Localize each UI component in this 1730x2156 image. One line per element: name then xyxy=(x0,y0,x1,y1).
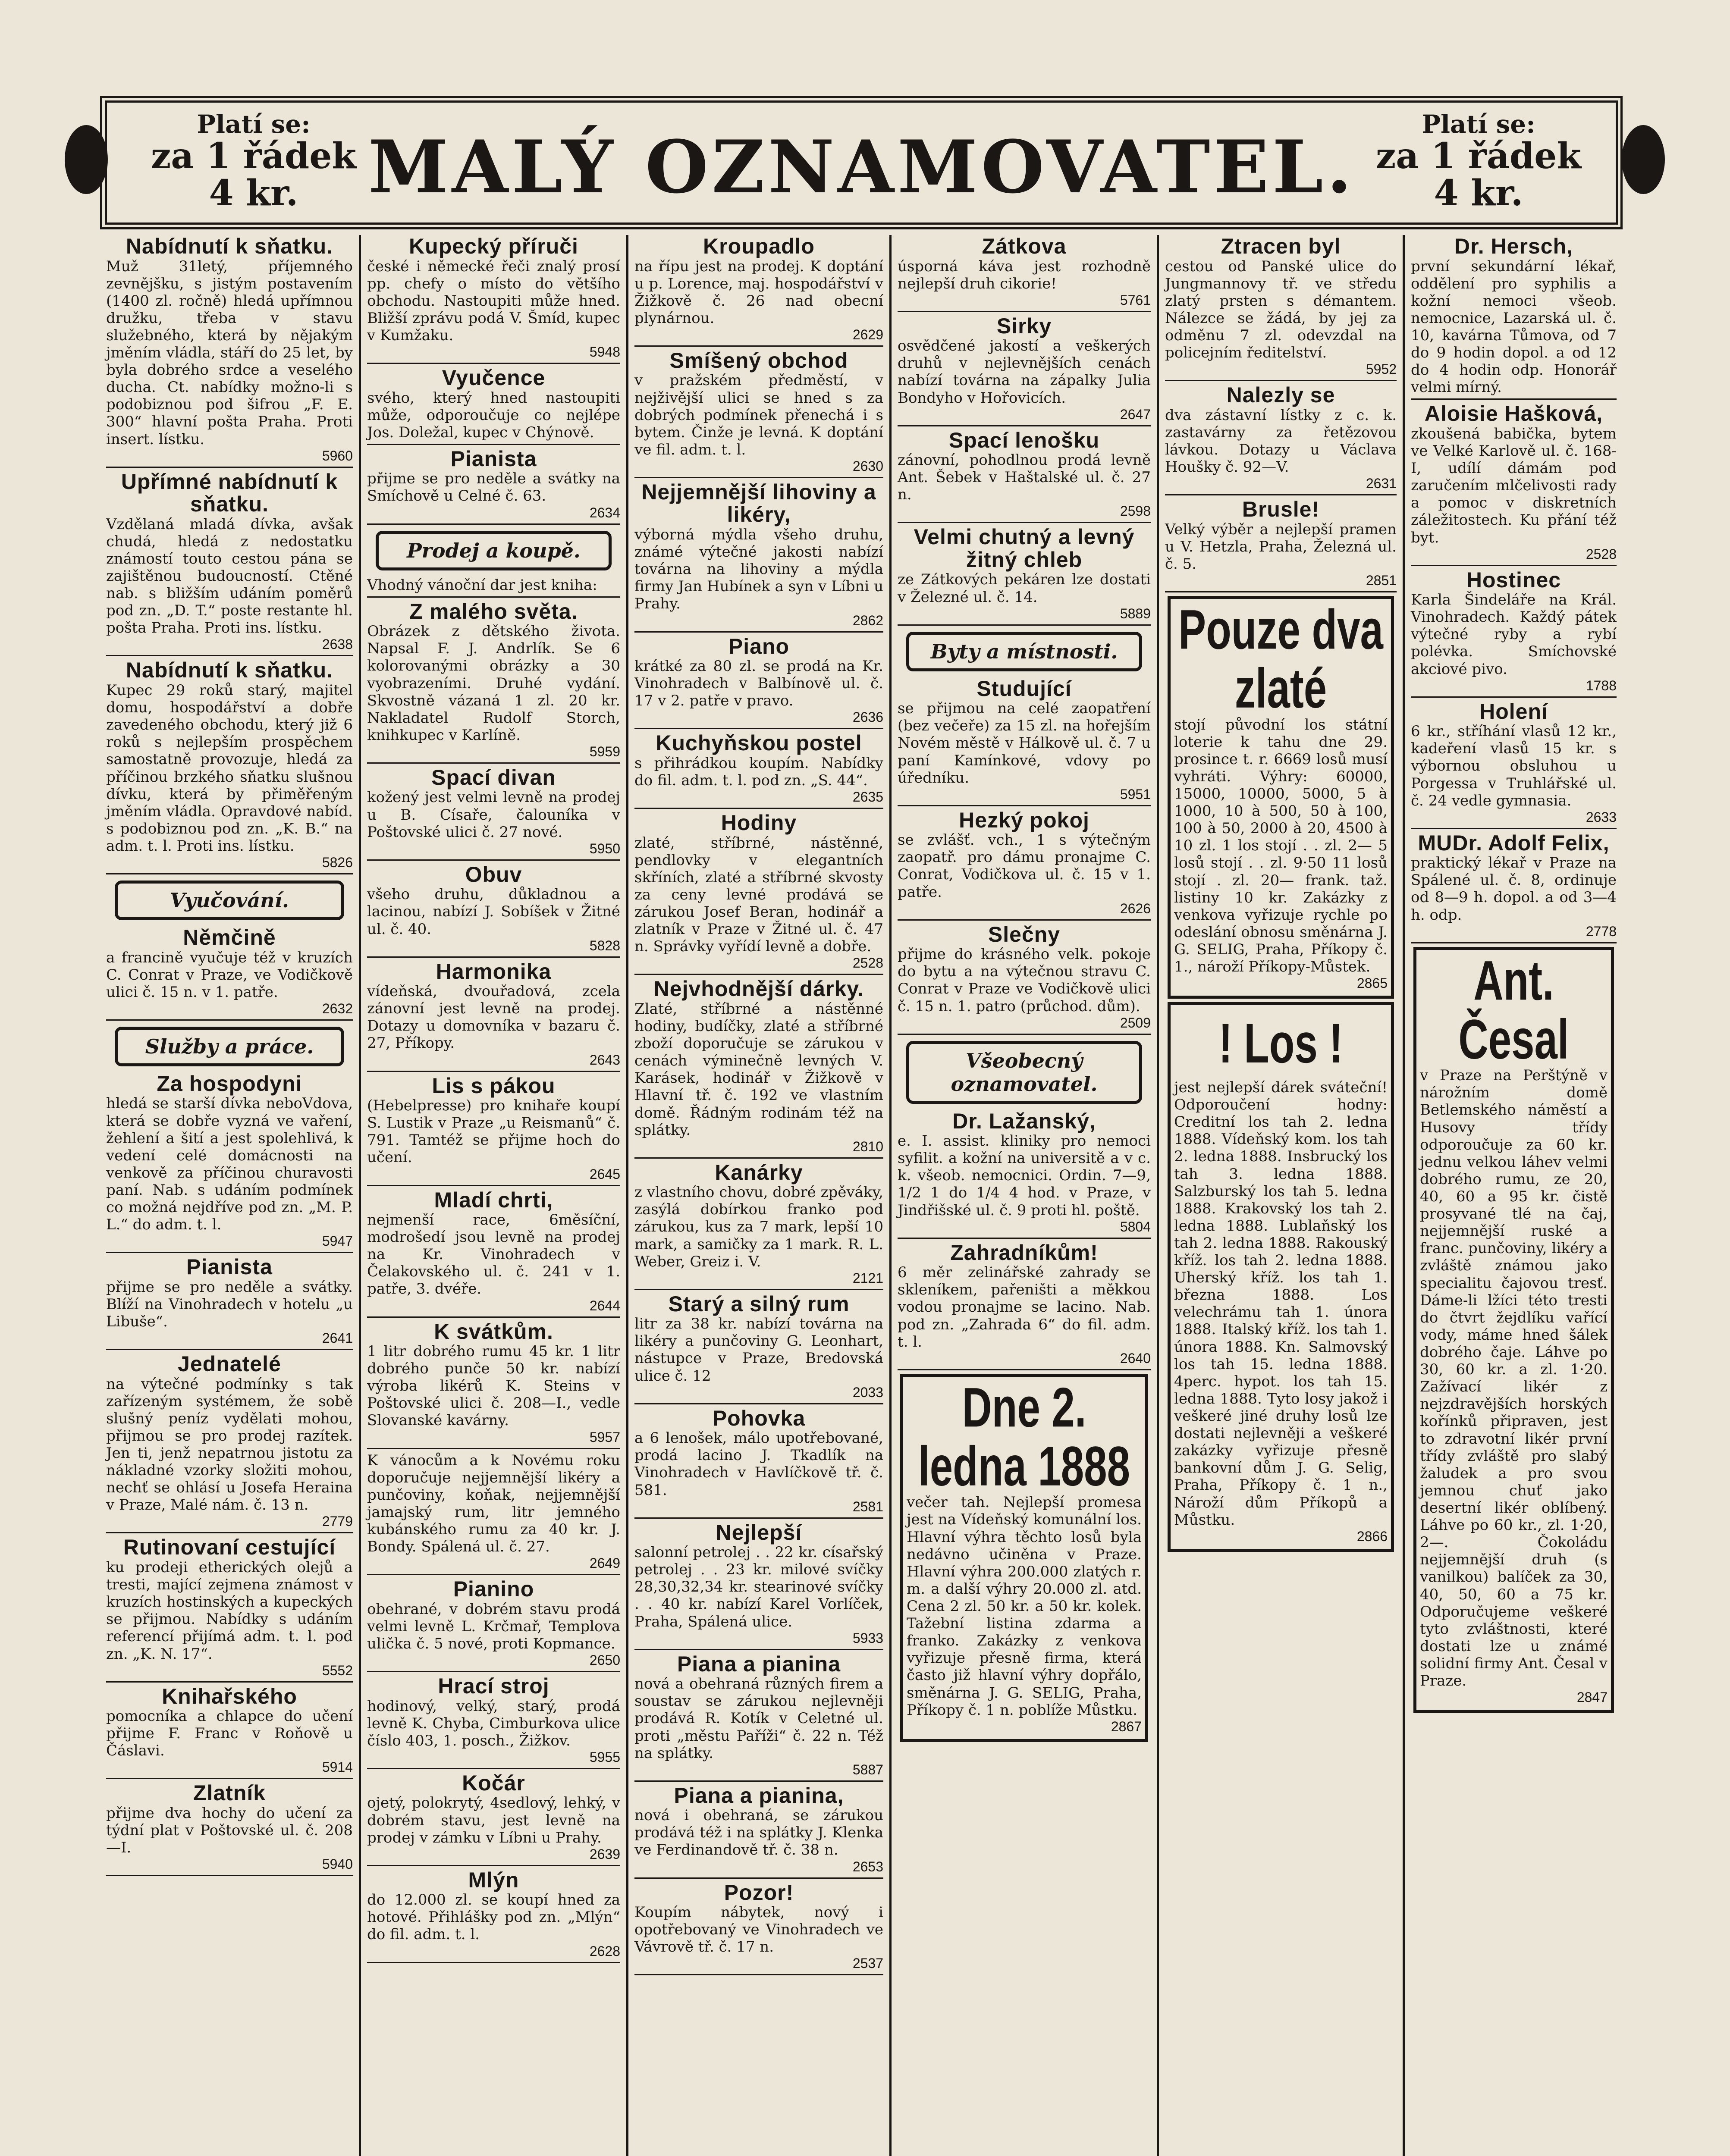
classified-ad xyxy=(1165,235,1397,381)
classified-ad xyxy=(898,315,1151,426)
ad-heading: Dr. Lažanský, xyxy=(952,1109,1096,1133)
ad-number: 5960 xyxy=(322,448,353,464)
classified-ad xyxy=(106,1685,353,1780)
ad-number: 2866 xyxy=(1356,1528,1388,1544)
ad-text: (Hebelpresse) pro knihaře koupí S. Lustik v Praze „u Reismanů“ č. 791. Tamtéž se přijme hoch do učení. xyxy=(367,1097,620,1166)
ad-number: 5887 xyxy=(852,1761,883,1777)
ad-text: s přihrádkou koupím. Nabídky do fil. adm. t. l. pod zn. „S. 44“. xyxy=(634,754,883,789)
ad-heading: Pianista xyxy=(450,446,537,471)
classified-ad xyxy=(367,1075,620,1186)
ad-text: přijme do krásného velk. pokoje do bytu a na výtečnou stravu C. Conrat v Praze ve Vodičkově ulici č. 15 n. 1. patro (průchod. dům). xyxy=(898,946,1151,1015)
ad-text: úsporná káva jest rozhodně nejlepší druh cikorie! xyxy=(898,257,1151,292)
ad-text: Vzdělaná mladá dívka, avšak chudá, hledá z nedostatku známostí touto cestou pána se zajištěnou budoucností. Ctěné nab. s bližším udáním poměrů pod zn. „D. T.“ poste restante hl. pošta Praha. Proti ins. lístku. xyxy=(106,515,353,637)
ad-number: 2528 xyxy=(1586,546,1617,562)
ad-heading: Zátkova xyxy=(982,235,1067,258)
classified-ad xyxy=(898,677,1151,806)
classified-ad xyxy=(898,429,1151,523)
ad-text: hodinový, velký, starý, prodá levně K. Chyba, Cimburkova ulice číslo 403, 1. posch., Žižkov. xyxy=(367,1697,620,1749)
ad-number: 2537 xyxy=(852,1955,883,1971)
ad-heading: Obuv xyxy=(465,862,522,887)
ad-text: nová a obehraná různých firem a soustav se zárukou nejlevněji prodává R. Kotík v Celetné ul. proti „městu Paříži“ č. 22 n. Též na splátky. xyxy=(634,1675,883,1762)
ad-heading: Hrací stroj xyxy=(438,1674,549,1698)
ad-number: 2649 xyxy=(589,1555,620,1571)
ad-number: 2581 xyxy=(852,1498,883,1514)
classified-ad xyxy=(634,635,883,730)
ad-display-headline: ! Los ! xyxy=(1218,1012,1343,1075)
ad-heading: Kočár xyxy=(462,1771,525,1795)
classified-ad xyxy=(634,1293,883,1404)
classified-ad xyxy=(1413,947,1614,1713)
classified-ad xyxy=(367,577,620,598)
classified-ad xyxy=(634,1521,883,1650)
classified-ad xyxy=(367,600,620,764)
ad-heading: Mladí chrti, xyxy=(434,1188,553,1212)
classified-ad xyxy=(106,1536,353,1682)
ad-text: Karla Šindeláře na Král. Vinohradech. Každý pátek výtečné ryby a rybí polévka. Smíchovské akciové pivo. xyxy=(1411,591,1617,678)
classified-ad xyxy=(367,1869,620,1963)
ad-heading: MUDr. Adolf Felix, xyxy=(1418,830,1610,855)
ad-heading: Aloisie Hašková, xyxy=(1424,401,1603,426)
ad-heading: Nabídnutí k sňatku. xyxy=(126,658,333,683)
ad-heading: Smíšený obchod xyxy=(669,348,848,373)
classified-ad xyxy=(106,1072,353,1253)
ad-heading: Holení xyxy=(1479,699,1548,724)
classified-ad xyxy=(106,1782,353,1876)
ad-number: 2635 xyxy=(852,789,883,805)
classified-ad xyxy=(367,766,620,861)
right-price-value: za 1 řádek 4 kr. xyxy=(1375,135,1582,214)
classified-ad xyxy=(106,926,353,1021)
ad-number: 5947 xyxy=(322,1233,353,1249)
ad-heading: Upřímné nabídnutí k sňatku. xyxy=(121,469,338,517)
classified-ad xyxy=(898,235,1151,312)
ad-number: 2810 xyxy=(852,1138,883,1154)
ad-text: všeho druhu, důkladnou a lacinou, nabízí J. Sobíšek v Žitné ul. č. 40. xyxy=(367,886,620,938)
ad-number: 2638 xyxy=(322,636,353,652)
ad-number: 2639 xyxy=(589,1846,620,1862)
ad-text: se zvlášť. vch., 1 s výtečným zaopatř. pro dámu pronajme C. Conrat, Vodičkova ul. č. 15 v 1. patře. xyxy=(898,831,1151,901)
ad-number: 5940 xyxy=(322,1856,353,1872)
ad-number: 2640 xyxy=(1120,1350,1151,1366)
ad-text: krátké za 80 zl. se prodá na Kr. Vinohradech v Balbínově ul. č. 17 v 2. patře v pravo. xyxy=(634,658,883,710)
ad-text: litr za 38 kr. nabízí továrna na likéry a punčoviny G. Leonhart, nástupce v Praze, Bredovská ulice č. 12 xyxy=(634,1315,883,1385)
ad-text: stojí původní los státní loterie k tahu dne 29. prosince t. r. 6669 losů musí vyhráti. Výhry: 60000, 15000, 10000, 5000, 5 à 1000, 10 à 500, 50 à 100, 100 à 50, 2000 à 20, 4500 à 10 zl. 1 los stojí . . zl. 2— 5 losů stojí . . zl. 9·50 11 losů stojí . zl. 20— frank. taž. listiny 10 kr. Zakázky z venkova vyřizuje rychle po odeslání obnosu směnárna J. G. SELIG, Praha, Příkopy č. 1., nároží Příkopy-Můstek. xyxy=(1174,716,1388,976)
ad-heading: Hostinec xyxy=(1466,567,1561,592)
classified-ad xyxy=(367,960,620,1072)
ad-text: Koupím nábytek, nový i opotřebovaný ve Vinohradech ve Vávrově tř. č. 17 n. xyxy=(634,1904,883,1956)
ad-number: 2867 xyxy=(1111,1718,1142,1734)
ad-heading: Knihařského xyxy=(162,1684,297,1708)
classified-ad xyxy=(1168,596,1394,999)
masthead xyxy=(100,96,1623,229)
ad-number: 2779 xyxy=(322,1514,353,1529)
right-price-label: Platí se: xyxy=(1422,110,1535,139)
ad-text: cestou od Panské ulice do Jungmannovy tř. ve středu zlatý prsten s démantem. Nálezce se žádá, by jej za odměnu 7 zl. odevzdal na policejním ředitelství. xyxy=(1165,257,1397,362)
ad-number: 2644 xyxy=(589,1297,620,1313)
ad-number: 2641 xyxy=(322,1330,353,1346)
classified-ad xyxy=(898,526,1151,625)
ad-text: a 6 lenošek, málo upotřebované, prodá lacino J. Tkadlík na Vinohradech v Havlíčkově tř. č. 581. xyxy=(634,1429,883,1499)
ad-number: 2632 xyxy=(322,1000,353,1016)
classified-ad xyxy=(898,923,1151,1035)
ad-text: přijme se pro neděle a svátky. Blíží na Vinohradech v hotelu „u Libuše“. xyxy=(106,1278,353,1330)
ad-heading: Slečny xyxy=(988,922,1061,946)
ad-text: ojetý, polokrytý, 4sedlový, lehký, v dobrém stavu, jest levně na prodej v zámku v Líbni u Prahy. xyxy=(367,1794,620,1846)
classified-ad xyxy=(367,235,620,364)
ad-heading: Spací lenošku xyxy=(948,428,1100,452)
ad-number: 5948 xyxy=(589,344,620,360)
ad-text: e. I. assist. kliniky pro nemoci syfilit. a kožní na universitě a v c. k. všeob. nemocnici. Ordin. 7—9, 1/2 1 do 1/4 4 hod. v Praze, v Jindřišské ul. č. 9 proti hl. poště. xyxy=(898,1132,1151,1219)
section-heading: Byty a místnosti. xyxy=(906,632,1142,671)
ad-number: 5889 xyxy=(1120,605,1151,621)
ad-heading: Piana a pianina xyxy=(677,1651,841,1676)
classified-ad xyxy=(1411,402,1617,566)
ad-text: svého, který hned nastoupiti může, odporoučuje co nejlépe Jos. Doležal, kupec v Chýnově. xyxy=(367,389,620,441)
ad-heading: Z malého světa. xyxy=(409,599,578,624)
ad-text: ku prodeji etherických olejů a tresti, mající zejmena známost v kruzích hostinských a kupeckých se přijmou. Nabídky s udáním referencí přijímá adm. t. l. pod zn. „K. N. 17“. xyxy=(106,1558,353,1663)
ad-heading: Ztracen byl xyxy=(1221,235,1341,258)
ad-number: 2121 xyxy=(852,1270,883,1286)
ad-heading: Nalezly se xyxy=(1226,383,1335,407)
column-2 xyxy=(359,235,626,2156)
column-1 xyxy=(100,235,359,2156)
ad-text: Obrázek z dětského života. Napsal F. J. Andrlík. Se 6 kolorovanými obrázky a 30 vyobrazeními. Druhé vydání. Skvostně vázaná 1 zl. 20 kr. Nakladatel Rudolf Storch, knihkupec v Karlíně. xyxy=(367,623,620,744)
ad-number: 2633 xyxy=(1586,809,1617,825)
ad-heading: Mlýn xyxy=(468,1868,519,1892)
ad-number: 2643 xyxy=(589,1052,620,1068)
ad-text: nová i obehraná, se zárukou prodává též i na splátky J. Klenka ve Ferdinandově tř. č. 38 n. xyxy=(634,1807,883,1859)
ad-text: Vhodný vánoční dar jest kniha: xyxy=(367,576,597,594)
ad-heading: Vyučence xyxy=(442,366,546,390)
ad-number: 2628 xyxy=(589,1943,620,1959)
ad-text: v pražském předměstí, v nejživější ulici se hned s za dobrých podmínek přenechá i s bytem. Činže je levná. K doptání ve fil. adm. t. l. xyxy=(634,372,883,458)
right-ornament xyxy=(1622,125,1665,194)
ad-display-headline: Dne 2. ledna 1888 xyxy=(918,1376,1130,1498)
ad-text: na řípu jest na prodej. K doptání u p. Lorence, maj. hospodářství v Žižkově č. 26 nad obecní plynárnou. xyxy=(634,257,883,327)
ad-text: výborná mýdla všeho druhu, známé výtečné jakosti nabízí továrna na lihoviny a mýdla firmy Jan Hubínek a syn v Líbni u Prahy. xyxy=(634,526,883,613)
classified-ad xyxy=(898,809,1151,921)
ad-heading: Pozor! xyxy=(724,1880,794,1905)
ad-text: pomocníka a chlapce do učení přijme F. Franc v Roňově u Čáslavi. xyxy=(106,1708,353,1760)
ad-number: 2631 xyxy=(1366,476,1397,492)
ad-heading: K svátkům. xyxy=(434,1319,553,1344)
ad-heading: Starý a silný rum xyxy=(668,1291,850,1316)
column-4 xyxy=(889,235,1157,2156)
ad-heading: Dr. Hersch, xyxy=(1454,235,1573,258)
classified-ad xyxy=(1411,569,1617,698)
page-title: MALÝ OZNAMOVATEL. xyxy=(368,124,1356,210)
ad-number: 2865 xyxy=(1356,975,1388,991)
classified-ad xyxy=(898,1110,1151,1239)
ad-number: 5552 xyxy=(322,1662,353,1678)
ad-text: nejmenší race, 6měsíční, modrošedí jsou levně na prodej na Kr. Vinohradech v Čelakovského ul. č. 241 v 1. patře, 3. dvéře. xyxy=(367,1211,620,1298)
ad-heading: Pohovka xyxy=(712,1406,806,1430)
ad-heading: Pianista xyxy=(186,1255,273,1279)
ad-text: na výtečné podmínky s tak zařízeným systémem, že sobě slušný peníz vydělati mohou, přijmou se pro prodej razítek. Jen ti, jenž nepatrnou jistotu za nákladné vzorky složiti mohou, nechť se ohlásí u Josefa Heraina v Praze, Malé nám. č. 13 n. xyxy=(106,1375,353,1514)
classified-ad xyxy=(1168,1002,1394,1552)
ad-number: 2630 xyxy=(852,458,883,474)
ad-heading: Kanárky xyxy=(715,1160,803,1185)
ad-number: 5957 xyxy=(589,1429,620,1445)
ad-number: 2528 xyxy=(852,955,883,971)
ad-heading: Němčině xyxy=(183,925,276,950)
left-price-label: Platí se: xyxy=(197,110,311,139)
ad-heading: Kuchyňskou postel xyxy=(656,731,862,755)
ad-heading: Nejlepší xyxy=(716,1520,802,1545)
classified-ad xyxy=(634,481,883,633)
classified-ad xyxy=(634,235,883,347)
ad-number: 2598 xyxy=(1120,503,1151,519)
ad-text: obehrané, v dobrém stavu prodá velmi levně L. Krčmař, Templova ulička č. 5 nové, proti Kopmance. xyxy=(367,1600,620,1652)
ad-text: kožený jest velmi levně na prodej u B. Císaře, čalouníka v Poštovské ulici č. 27 nové. xyxy=(367,789,620,841)
ad-text: ze Zátkových pekáren lze dostati v Železné ul. č. 14. xyxy=(898,571,1151,606)
classified-ad xyxy=(367,1189,620,1318)
ad-number: 5761 xyxy=(1120,292,1151,308)
classified-ad xyxy=(367,1578,620,1672)
ad-heading: Harmonika xyxy=(436,959,552,984)
classified-ad xyxy=(634,1407,883,1519)
ad-number: 5914 xyxy=(322,1759,353,1775)
column-3 xyxy=(626,235,889,2156)
ad-text: dva zástavní lístky z c. k. zastavárny za řetězovou lávkou. Dotazy u Václava Houšky č. 92—V. xyxy=(1165,406,1397,476)
classified-ad xyxy=(106,470,353,657)
ad-heading: Nejjemnější lihoviny a likéry, xyxy=(641,479,876,527)
ad-heading: Nejvhodnější dárky. xyxy=(653,977,864,1001)
ad-text: přijme se pro neděle a svátky na Smíchově u Celné č. 63. xyxy=(367,470,620,505)
ad-number: 2509 xyxy=(1120,1015,1151,1031)
ad-number: 2033 xyxy=(852,1384,883,1400)
ad-display-headline: Pouze dva zlaté xyxy=(1178,599,1383,720)
ad-number: 5826 xyxy=(322,855,353,871)
ad-text: zánovní, pohodlnou prodá levně Ant. Šebek v Haštalské ul. č. 27 n. xyxy=(898,451,1151,504)
ad-text: 1 litr dobrého rumu 45 kr. 1 litr dobrého punče 50 kr. nabízí výroba likérů K. Steins v Poštovské ulici č. 208—I., vedle Slovanské kavárny. xyxy=(367,1343,620,1429)
ad-text: hledá se starší dívka neboVdova, která se dobře vyzná ve vaření, žehlení a šití a jest spolehlivá, k vedení celé domácnosti na venkově za příčinou churavosti paní. Nab. s udáním podmínek co možná nejdříve pod zn. „M. P. L.“ do adm. t. l. xyxy=(106,1095,353,1234)
ad-heading: Lis s pákou xyxy=(432,1073,556,1098)
ad-text: Zlaté, stříbrné a nástěnné hodiny, budíčky, zlaté a stříbrné zboží doporučuje se zárukou v cenách výminečně levných V. Karásek, hodinář v Žižkově v Hlavní tř. č. 192 ve vlastním domě. Řádným rodinám též na splátky. xyxy=(634,1000,883,1139)
ad-number: 2636 xyxy=(852,709,883,725)
ad-heading: Piano xyxy=(728,634,790,658)
ad-number: 2626 xyxy=(1120,900,1151,916)
ad-heading: Hodiny xyxy=(721,811,797,835)
classified-ad xyxy=(634,1653,883,1782)
ad-text: do 12.000 zl. se koupí hned za hotové. Přihlášky pod zn. „Mlýn“ do fil. adm. t. l. xyxy=(367,1891,620,1943)
classified-ad xyxy=(1165,498,1397,592)
ad-display-headline: Ant. Česal xyxy=(1458,949,1569,1071)
ad-number: 2629 xyxy=(852,326,883,342)
ad-text: jest nejlepší dárek sváteční! Odporoučení hodny: Creditní los tah 2. ledna 1888. Vídeňský kom. los tah 2. ledna 1888. Insbrucký los tah 3. ledna 1888. Salzburský los tah 5. ledna 1888. Krakovský los tah 2. ledna 1888. Lublaňský los tah 2. ledna 1888. Rakouský kříž. los tah 2. ledna 1888. Uherský kříž. los tah 1. března 1888. Los velechrámu tah 1. února 1888. Italský kříž. los tah 1. února 1888. Kn. Salmovský los tah 15. ledna 1888. 4perc. hypot. los tah 15. ledna 1888. Tyto losy jakož i veškeré jiné druhy losů lze dostati nejlevněji a veškeré zakázky vyřizuje přesně bankovní dům J. G. Selig, Praha, Příkopy č. 1 n., Nároží dům Příkopů a Můstku. xyxy=(1174,1078,1388,1529)
ad-text: a francině vyučuje též v kruzích C. Conrat v Praze, ve Vodičkově ulici č. 15 n. v 1. patře. xyxy=(106,949,353,1001)
classified-ad xyxy=(1165,384,1397,495)
ad-number: 2650 xyxy=(589,1652,620,1668)
right-price-box xyxy=(1358,111,1599,212)
ad-heading: Brusle! xyxy=(1242,497,1320,522)
section-heading: Prodej a koupě. xyxy=(376,531,612,570)
ad-heading: Za hospodyni xyxy=(157,1071,302,1096)
ad-heading: Velmi chutný a levný žitný chleb xyxy=(914,525,1135,572)
ad-heading: Piana a pianina, xyxy=(674,1783,844,1808)
ad-text: osvědčené jakostí a veškerých druhů v nejlevnějších cenách nabízí továrna na zápalky Julia Bondyho v Hořovicích. xyxy=(898,337,1151,407)
ad-number: 5950 xyxy=(589,840,620,856)
classified-ad xyxy=(1411,832,1617,943)
ad-heading: Sirky xyxy=(996,313,1052,338)
section-heading: Všeobecný oznamovatel. xyxy=(906,1041,1142,1104)
ad-number: 2647 xyxy=(1120,406,1151,422)
ad-text: zkoušená babička, bytem ve Velké Karlově ul. č. 168-I, udílí dámám pod zaručením mlčelivosti rady a pomoc v diskretních záležitostech. Ku přání též byt. xyxy=(1411,425,1617,546)
classified-ad xyxy=(367,1772,620,1866)
ad-heading: Hezký pokoj xyxy=(959,808,1089,832)
classified-ad xyxy=(106,235,353,468)
ad-number: 5804 xyxy=(1120,1219,1151,1235)
ad-heading: Rutinovaní cestující xyxy=(123,1535,336,1560)
ad-number: 5952 xyxy=(1366,361,1397,377)
ad-text: přijme dva hochy do učení za týdní plat v Poštovské ul. č. 208—I. xyxy=(106,1804,353,1857)
ad-heading: Studující xyxy=(976,676,1072,701)
ad-text: zlaté, stříbrné, nástěnné, pendlovky v elegantních skříních, zlaté a stříbrné skvosty za ceny levné prodává se zárukou Josef Beran, hodinář a zlatník v Praze v Žitné ul. č. 47 n. Správky vyřídí levně a dobře. xyxy=(634,834,883,956)
classified-ad xyxy=(1411,235,1617,400)
classified-ad xyxy=(634,1784,883,1879)
ad-number: 2851 xyxy=(1366,572,1397,588)
classified-ad xyxy=(634,732,883,809)
ad-number: 2653 xyxy=(852,1858,883,1874)
ad-text: praktický lékař v Praze na Spálené ul. č. 8, ordinuje od 8—9 h. dopol. a od 3—4 h. odp. xyxy=(1411,854,1617,924)
section-heading: Vyučování. xyxy=(115,881,344,920)
ad-text: Kupec 29 roků starý, majitel domu, hospodářství a dobře zavedeného obchodu, který již 6 roků s nejlepším prospěchem samostatně provozuje, hledá za příčinou brzkého sňatku slušnou dívku, která by přiměřeným jměním vládla. Opravdové nabíd. s podobiznou pod zn. „K. B.“ na adm. t. l. Proti ins. lístku. xyxy=(106,681,353,855)
ad-text: české i německé řeči znalý prosí pp. chefy o místo do většího obchodu. Nastoupiti může hned. Bližší zprávu podá V. Šmíd, kupec v Kumžaku. xyxy=(367,257,620,344)
classified-ad xyxy=(634,1881,883,1976)
ad-text: vídeňská, dvouřadová, zcela zánovní jest levně na prodej. Dotazy u domovníka v bazaru č. 27, Příkopy. xyxy=(367,983,620,1052)
classified-ad xyxy=(634,812,883,975)
ad-number: 2645 xyxy=(589,1166,620,1182)
classified-ad xyxy=(367,1452,620,1576)
left-price-box xyxy=(133,111,374,212)
ad-number: 5959 xyxy=(589,743,620,759)
classified-ad xyxy=(367,367,620,445)
classified-ad xyxy=(1411,700,1617,829)
left-price-value: za 1 řádek 4 kr. xyxy=(151,135,357,214)
classified-ad xyxy=(367,448,620,525)
ad-text: K vánocům a k Novému roku doporučuje nejjemnější likéry a punčoviny, koňak, nejjemnější jamajský rum, litr jemného kubánského rumu za 40 kr. J. Bondy. Spálená ul. č. 27. xyxy=(367,1451,620,1556)
ad-heading: Pianino xyxy=(453,1577,534,1601)
classified-ad xyxy=(634,349,883,478)
classified-ad xyxy=(106,1353,353,1533)
classified-ad xyxy=(634,1161,883,1290)
ad-text: z vlastního chovu, dobré zpěváky, zasýlá dobírkou franko pod zárukou, kus za 7 mark, lepší 10 mark, a samičky za 1 mark. R. L. Weber, Greiz i. V. xyxy=(634,1184,883,1270)
column-6 xyxy=(1403,235,1623,2156)
section-heading: Služby a práce. xyxy=(115,1027,344,1066)
classified-ad xyxy=(106,659,353,874)
ad-number: 2847 xyxy=(1576,1689,1608,1705)
ad-number: 1788 xyxy=(1586,677,1617,693)
ad-heading: Kroupadlo xyxy=(703,235,815,258)
ad-number: 2634 xyxy=(589,505,620,520)
ad-text: večer tah. Nejlepší promesa jest na Vídeňský komunální los. Hlavní výhra těchto losů byla nedávno učiněna v Praze. Hlavní výhra 200.000 zlatých r. m. a další výhry 20.000 zl. atd. Cena 2 zl. 50 kr. a 50 kr. kolek. Tažební listina zdarma a franko. Zakázky z venkova vyřizuje přesně firma, která často již hlavní výhry dopřálo, směnárna J. G. SELIG, Praha, Příkopy č. 1 n. poblíže Můstku. xyxy=(907,1494,1142,1719)
ad-number: 2862 xyxy=(852,612,883,628)
classified-ad xyxy=(367,863,620,958)
ad-heading: Jednatelé xyxy=(178,1352,281,1376)
ad-number: 5955 xyxy=(589,1749,620,1765)
ad-text: první sekundární lékař, oddělení pro syphilis a kožní nemoci všeob. nemocnice, Lazarská ul. č. 10, kavárna Tůmova, od 7 do 9 hodin dopol. a od 12 do 4 hodin odp. Honorář velmi mírný. xyxy=(1411,257,1617,396)
ad-heading: Nabídnutí k sňatku. xyxy=(126,235,333,258)
column-5 xyxy=(1157,235,1403,2156)
classified-ad xyxy=(106,1256,353,1350)
ad-text: salonní petrolej . . 22 kr. císařský petrolej . . 23 kr. milové svíčky 28,30,32,34 kr. stearinové svíčky . . 40 kr. nabízí Karel Vorlíček, Praha, Spálená ulice. xyxy=(634,1544,883,1630)
ad-heading: Kupecký příruči xyxy=(409,235,578,258)
ad-text: Muž 31letý, příjemného zevnějšku, s jistým postavením (1400 zl. ročně) hledá upřímnou družku, třeba v stavu služebného, která by nějakým jměním vládla, stáří do 25 let, by byla dobrého srdce a veselého ducha. Ct. nabídky možno-li s podobiznou pod šifrou „F. E. 300“ hlavní pošta Praha. Proti insert. lístku. xyxy=(106,257,353,448)
ad-text: 6 měr zelinářské zahrady se skleníkem, pařeništi a měkkou vodou pronajme se lacino. Nab. pod zn. „Zahrada 6“ do fil. adm. t. l. xyxy=(898,1264,1151,1351)
classified-ad xyxy=(634,978,883,1158)
classified-ad xyxy=(900,1374,1148,1742)
classified-ad xyxy=(367,1675,620,1769)
ad-number: 2778 xyxy=(1586,923,1617,939)
ad-number: 5951 xyxy=(1120,786,1151,802)
classified-ad xyxy=(898,1241,1151,1370)
ad-heading: Zahradníkům! xyxy=(950,1240,1098,1265)
ad-text: Velký výběr a nejlepší pramen u V. Hetzla, Praha, Železná ul. č. 5. xyxy=(1165,520,1397,573)
classified-ad xyxy=(367,1320,620,1449)
ad-text: 6 kr., stříhání vlasů 12 kr., kadeření vlasů 15 kr. s výbornou obsluhou u Porgessa v Truhlářské ul. č. 24 vedle gymnasia. xyxy=(1411,723,1617,809)
ad-number: 5933 xyxy=(852,1630,883,1646)
ad-text: v Praze na Perštýně v nárožním domě Betlemského náměstí a Husovy třídy odporoučuje za 60 kr. jednu velkou láhev velmi dobrého rumu, ze 20, 40, 60 a 95 kr. čistě prosyvané tlé na čaj, nejjemnější ruské a franc. punčoviny, likéry a zvláště známou jako specialitu čajovou tresť. Dáme-li lžíci této tresti do čtvrt žejdlíku vařící vody, máme hned šálek dobrého čaje. Láhve po 30, 60 kr. a zl. 1·20. Zažívací likér z nejzdravějších horských kořínků připraven, jest to zdravotní likér první třídy zvláště pro slabý žaludek a pro svou jemnou chuť jako desertní likér oblíbený. Láhve po 60 kr., zl. 1·20, 2—. Čokoládu nejjemnější druh (s vanilkou) balíček za 30, 40, 50, 60 a 75 kr. Odporučujeme veškeré tyto zvláštnosti, které dostati lze u známé solidní firmy Ant. Česal v Praze. xyxy=(1420,1067,1608,1690)
ad-text: se přijmou na celé zaopatření (bez večeře) za 15 zl. na hořejším Novém městě v Hálkově ul. č. 7 u paní Kamínkové, vdovy po úředníku. xyxy=(898,700,1151,787)
ad-number: 5828 xyxy=(589,937,620,953)
ad-heading: Spací divan xyxy=(431,765,556,790)
ad-heading: Zlatník xyxy=(193,1781,266,1805)
